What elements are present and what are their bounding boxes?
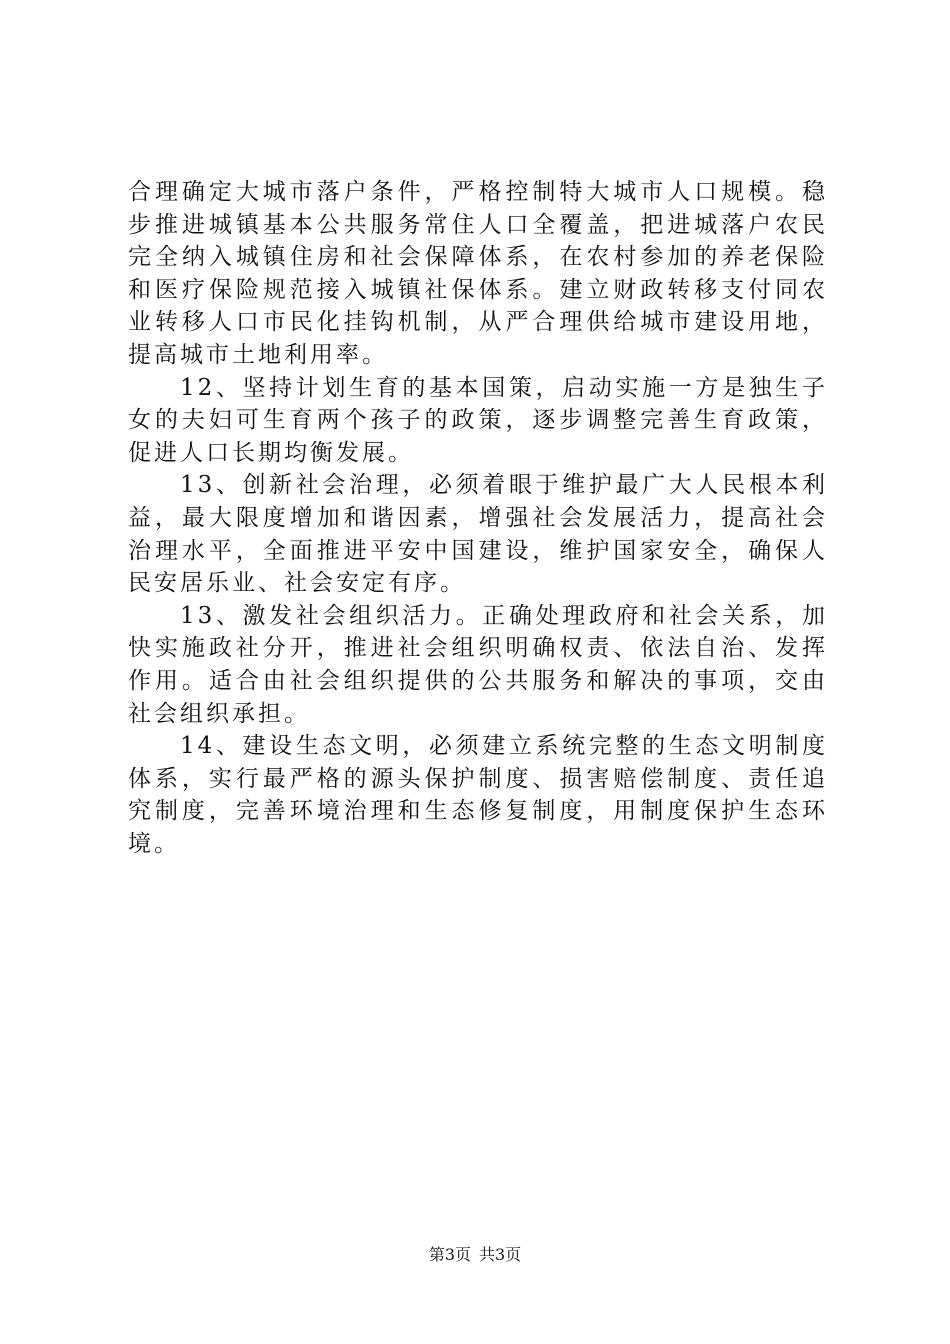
page-footer <box>0 1244 950 1266</box>
document-body <box>128 176 828 860</box>
paragraph-continuation: 合理确定大城市落户条件，严格控制特大城市人口规模。稳步推进城镇基本公共服务常住人口全覆盖，把进城落户农民完全纳入城镇住房和社会保障体系，在农村参加的养老保险和医疗保险规范接入城镇社保体系。建立财政转移支付同农业转移人口市民化挂钩机制，从严合理供给城市建设用地，提高城市土地利用率。 <box>128 179 828 368</box>
paragraph-item-14: 14、建设生态文明，必须建立系统完整的生态文明制度体系，实行最严格的源头保护制度、损害赔偿制度、责任追究制度，完善环境治理和生态修复制度，用制度保护生态环境。 <box>128 733 828 857</box>
page-number-current: 第3页 <box>428 1245 471 1264</box>
paragraph-item-13-social-organizations: 13、激发社会组织活力。正确处理政府和社会关系，加快实施政社分开，推进社会组织明确权责、依法自治、发挥作用。适合由社会组织提供的公共服务和解决的事项，交由社会组织承担。 <box>128 602 828 727</box>
paragraph-item-12: 12、坚持计划生育的基本国策，启动实施一方是独生子女的夫妇可生育两个孩子的政策，逐步调整完善生育政策，促进人口长期均衡发展。 <box>128 374 828 466</box>
page-number-total: 共3页 <box>479 1245 522 1264</box>
paragraph-item-13-social-governance: 13、创新社会治理，必须着眼于维护最广大人民根本利益，最大限度增加和谐因素，增强社会发展活力，提高社会治理水平，全面推进平安中国建设，维护国家安全，确保人民安居乐业、社会安定有序。 <box>128 472 828 597</box>
